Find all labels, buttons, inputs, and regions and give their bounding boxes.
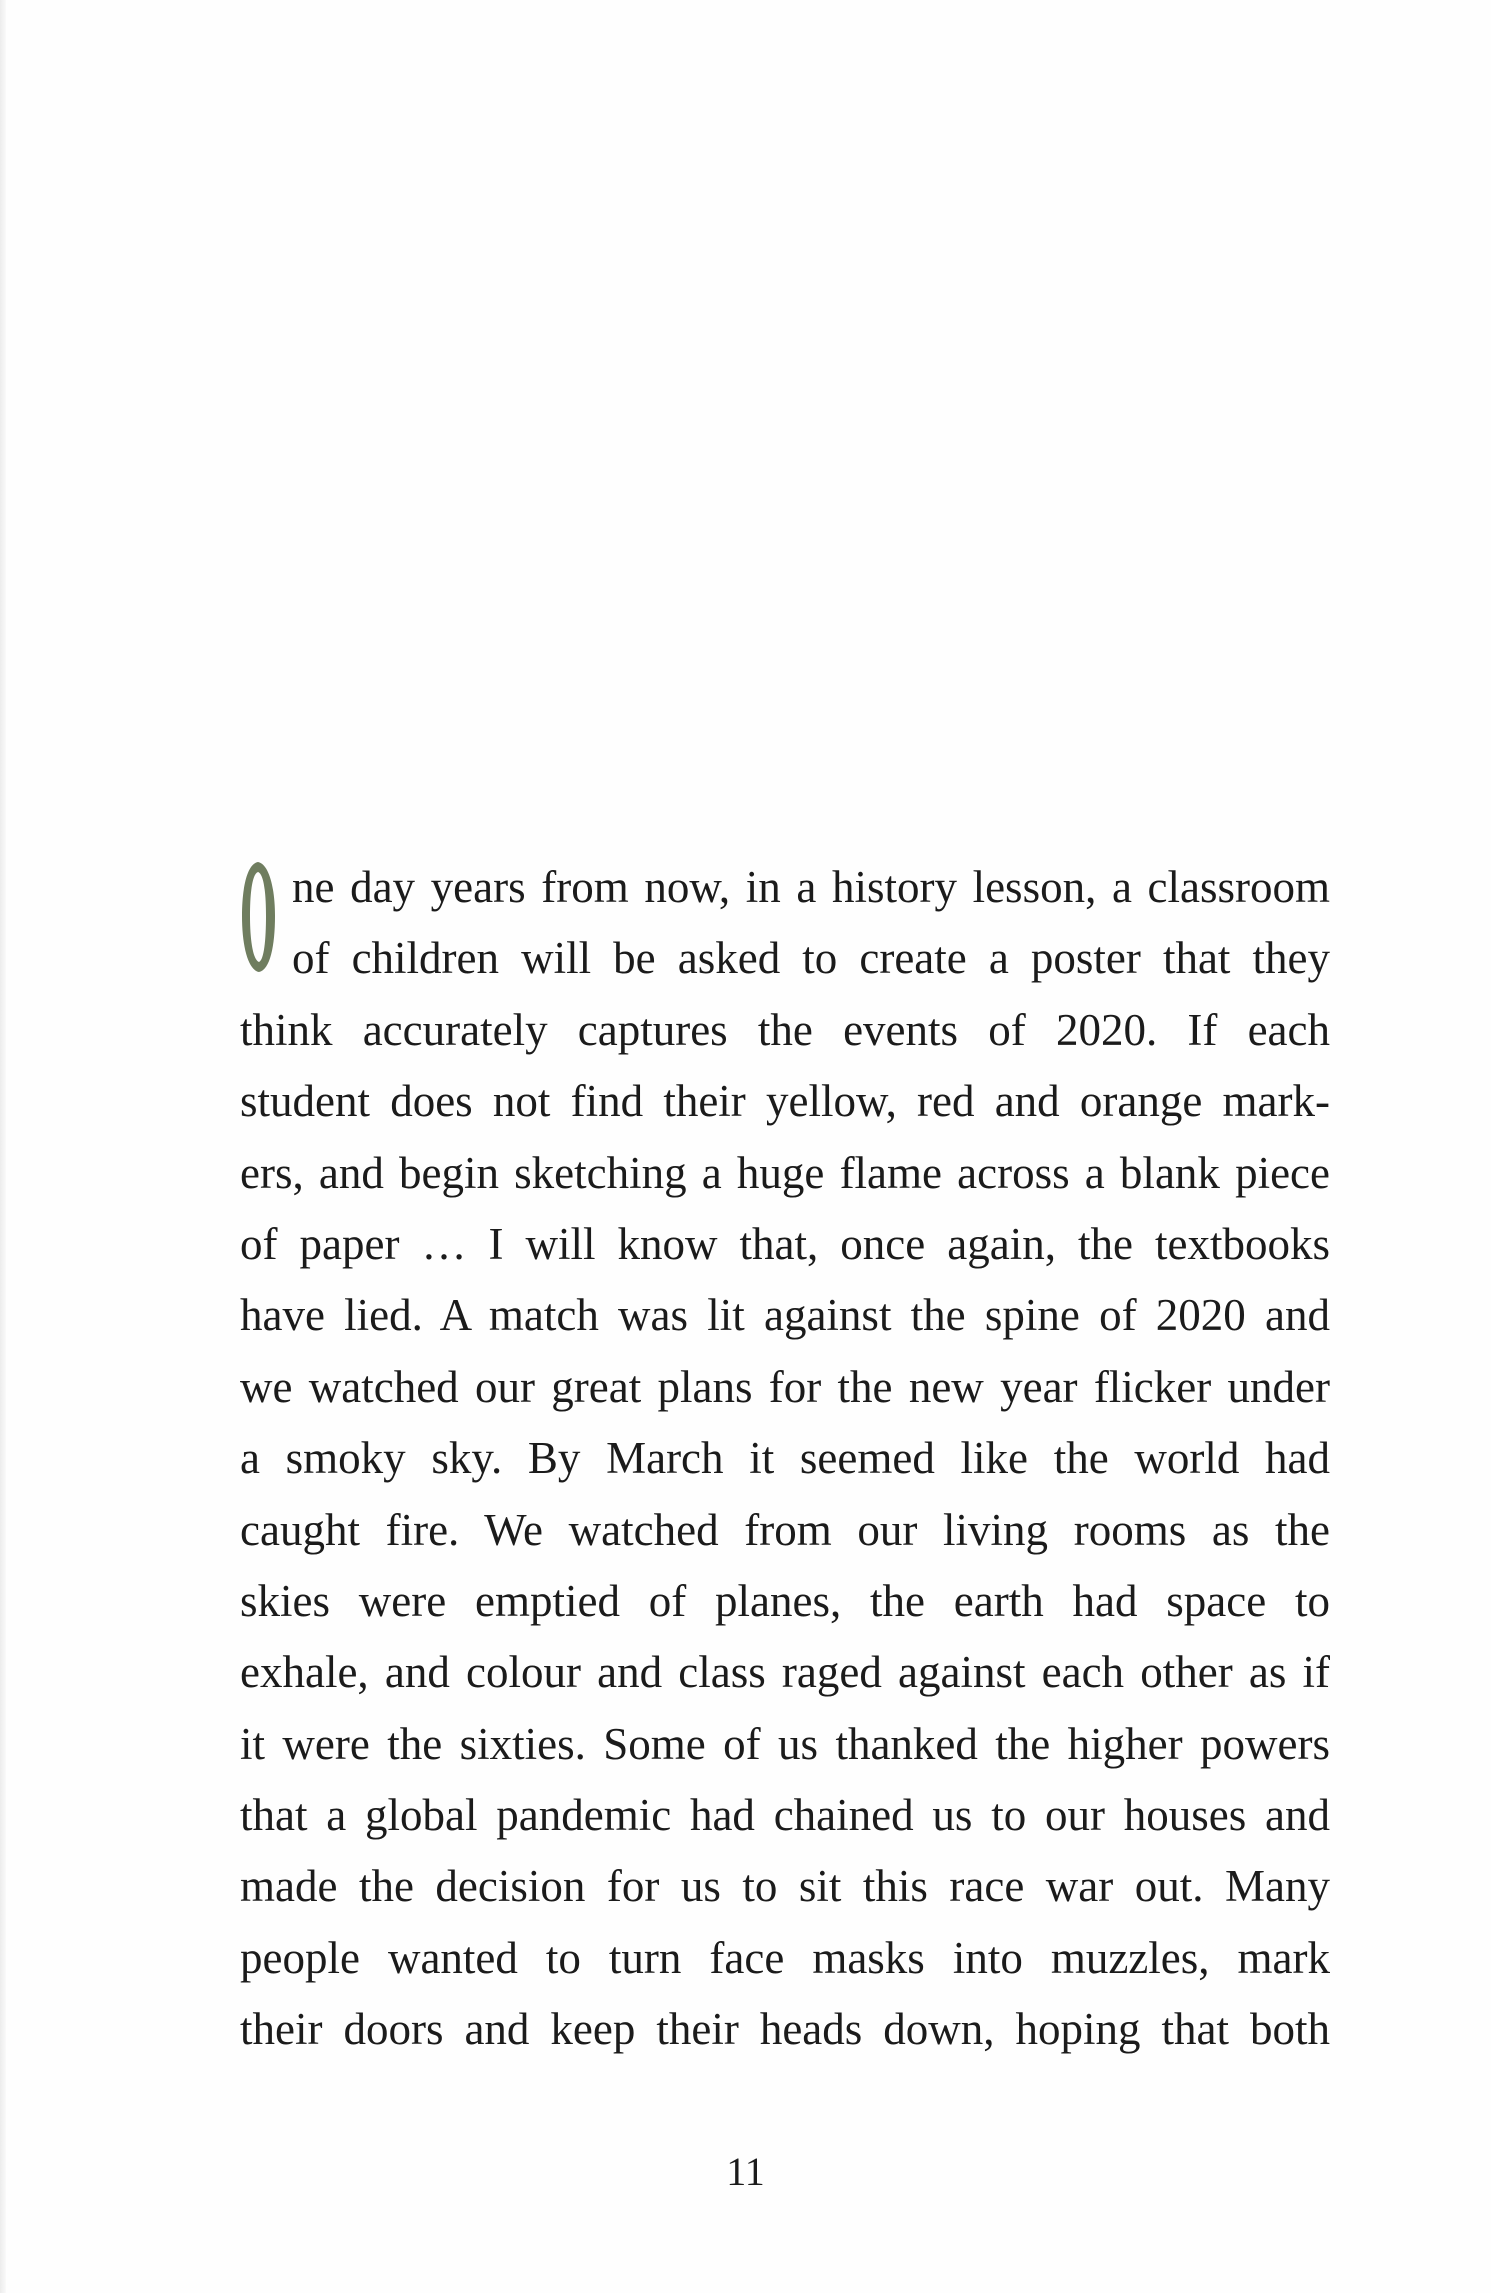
text-line-5: ers, and begin sketching a huge flame across a blank piece (240, 1147, 1330, 1198)
text-line-13: it were the sixties. Some of us thanked the higher powers (240, 1718, 1330, 1769)
text-line-8: we watched our great plans for the new year flicker under (240, 1361, 1330, 1412)
text-line-11: skies were emptied of planes, the earth had space to (240, 1575, 1330, 1626)
text-line-6: of paper … I will know that, once again, the textbooks (240, 1218, 1330, 1269)
body-paragraph (240, 852, 1330, 2066)
text-line-7: have lied. A match was lit against the spine of 2020 and (240, 1290, 1330, 1341)
page-number: 11 (726, 2149, 765, 2194)
text-line-16: people wanted to turn face masks into muzzles, mark (240, 1932, 1330, 1983)
text-line-17: their doors and keep their heads down, hoping that both (240, 2004, 1330, 2055)
text-line-14: that a global pandemic had chained us to our houses and (240, 1790, 1330, 1841)
scan-edge (0, 0, 6, 2293)
text-line-10: caught fire. We watched from our living rooms as the (240, 1504, 1330, 1555)
text-line-4: student does not find their yellow, red and orange mark- (240, 1076, 1330, 1127)
text-line-1 (240, 852, 1330, 923)
text-line-12: exhale, and colour and class raged against each other as if (240, 1647, 1330, 1698)
text-line-2: of children will be asked to create a poster that they (292, 933, 1330, 984)
line-text: ne day years from now, in a history lesson, a classroom (292, 862, 1330, 912)
text-line-9: a smoky sky. By March it seemed like the world had (240, 1433, 1330, 1484)
text-line-15: made the decision for us to sit this race war out. Many (240, 1861, 1330, 1912)
text-line-3: think accurately captures the events of 2020. If each (240, 1004, 1330, 1055)
